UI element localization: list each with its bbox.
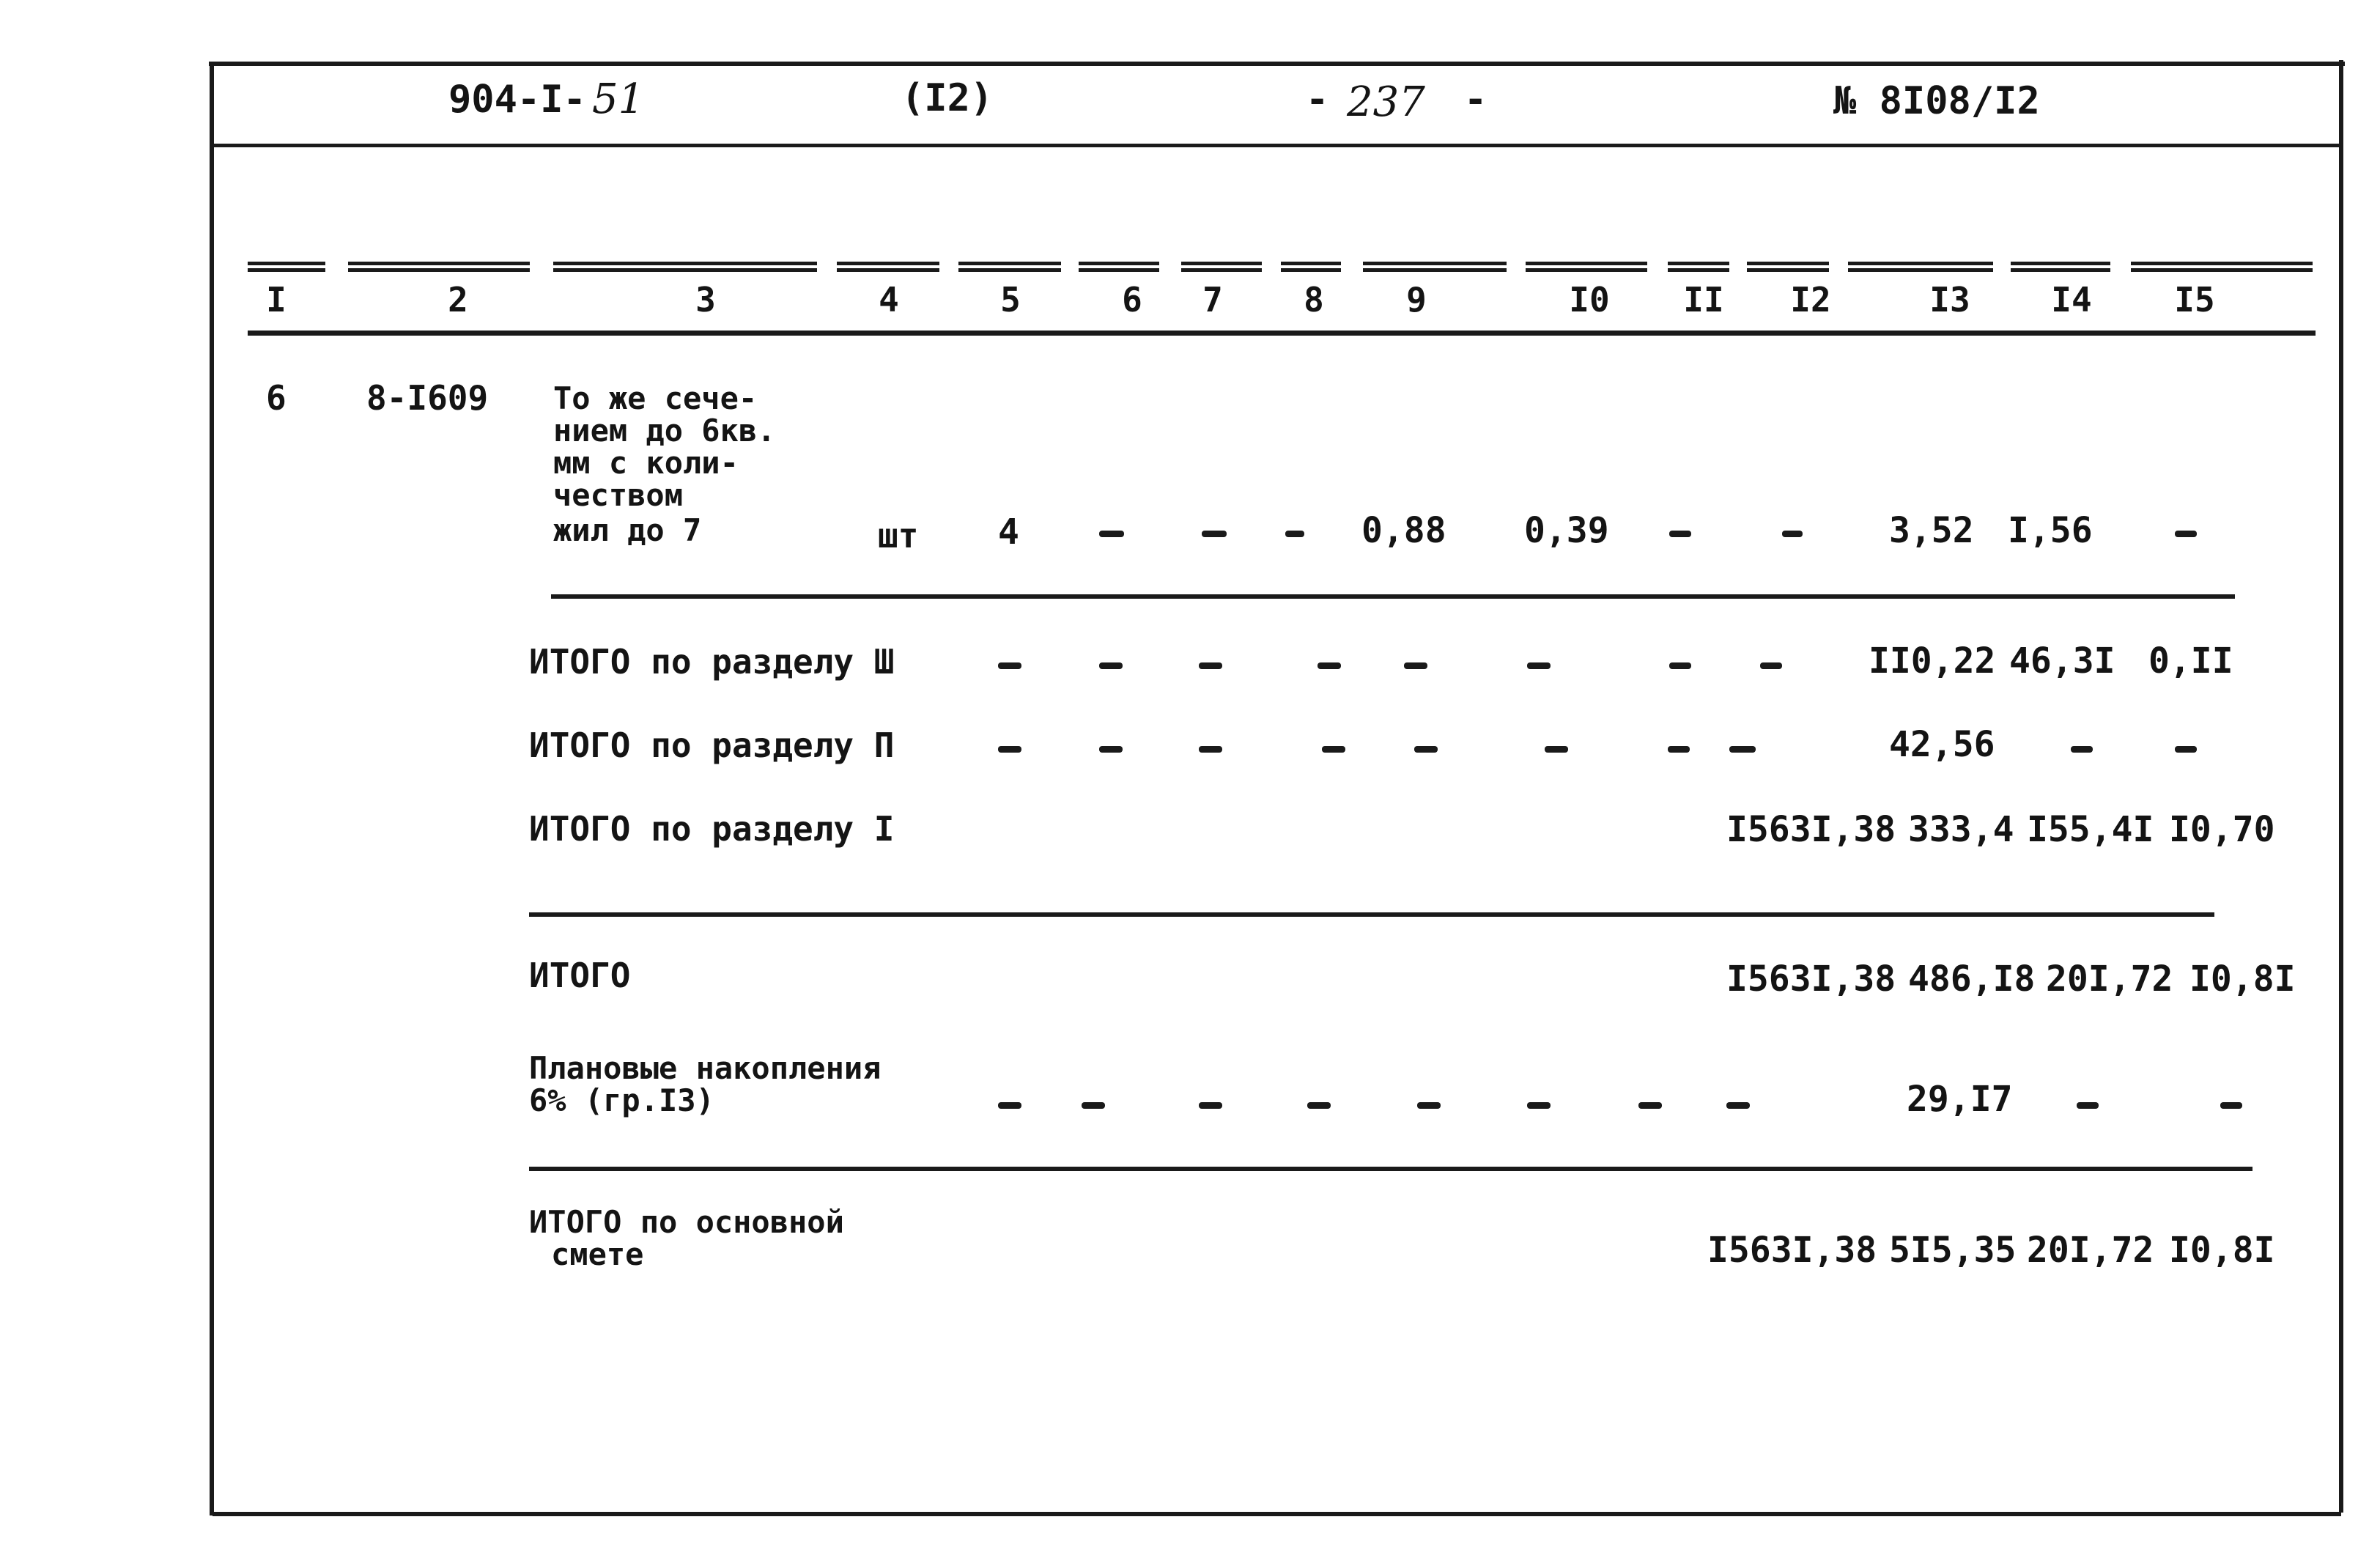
document-number: № 8I08/I2 xyxy=(1833,79,2040,123)
sec2-dash-12 xyxy=(1729,746,1756,753)
sec3-dash-10 xyxy=(1527,662,1551,669)
section-1-col14-value: I55,4I xyxy=(2027,809,2154,850)
col-rule-15 xyxy=(2131,262,2313,272)
row-6-code: 8-I609 xyxy=(366,378,489,418)
sec2-dash-14 xyxy=(2071,746,2093,753)
page-suffix: - xyxy=(1464,78,1488,122)
col-rule-14 xyxy=(2011,262,2110,272)
row-6-col7-dash xyxy=(1202,531,1227,537)
row-6-col6-dash xyxy=(1099,531,1124,537)
frame-top-border xyxy=(209,62,2345,66)
plan-dash-11 xyxy=(1638,1102,1662,1109)
column-header-underline xyxy=(248,331,2316,336)
row-6-desc-line-5: жил до 7 xyxy=(553,512,702,548)
row-6-desc-line-1: То же сече- xyxy=(553,380,758,416)
col-number-11: II xyxy=(1683,280,1724,320)
page-number: 237 xyxy=(1347,78,1425,126)
grand-total-col13-value: 486,I8 xyxy=(1908,959,2036,1000)
main-estimate-col13-value: 5I5,35 xyxy=(1889,1230,2017,1271)
col-rule-7 xyxy=(1181,262,1262,272)
main-estimate-total-label-line-1: ИТОГО по основной xyxy=(529,1204,844,1240)
plan-dash-8 xyxy=(1307,1102,1331,1109)
sec2-dash-7 xyxy=(1199,746,1222,753)
col-rule-11 xyxy=(1668,262,1729,272)
col-rule-13 xyxy=(1848,262,1993,272)
row-6-col15-dash xyxy=(2175,531,2197,537)
section-3-total-label: ИТОГО по разделу Ш xyxy=(529,642,895,682)
series-code: 904-I- xyxy=(448,78,586,122)
sec2-dash-15 xyxy=(2175,746,2197,753)
section-1-col12-value: I563I,38 xyxy=(1726,809,1896,850)
row-6-col12-dash xyxy=(1782,531,1803,537)
col-number-9: 9 xyxy=(1406,280,1427,320)
col-number-8: 8 xyxy=(1304,280,1324,320)
section-1-col13-value: 333,4 xyxy=(1908,809,2014,850)
col-number-6: 6 xyxy=(1122,280,1142,320)
row-6-col9-value: 0,88 xyxy=(1361,510,1446,551)
main-estimate-col15-value: I0,8I xyxy=(2169,1230,2275,1271)
row-6-col8-dash xyxy=(1285,531,1304,537)
main-estimate-col14-value: 20I,72 xyxy=(2027,1230,2154,1271)
col-rule-10 xyxy=(1526,262,1647,272)
col-number-12: I2 xyxy=(1790,280,1831,320)
sec3-dash-5 xyxy=(998,662,1021,669)
grand-total-col12-value: I563I,38 xyxy=(1726,959,1896,1000)
part-number: (I2) xyxy=(901,76,994,120)
grand-total-col14-value: 20I,72 xyxy=(2046,959,2173,1000)
col-number-3: 3 xyxy=(695,280,716,320)
col-rule-3 xyxy=(553,262,817,272)
plan-dash-12 xyxy=(1726,1102,1750,1109)
row-6-number: 6 xyxy=(266,378,287,418)
col-number-15: I5 xyxy=(2174,280,2215,320)
col-rule-9 xyxy=(1363,262,1507,272)
section-2-total-label: ИТОГО по разделу П xyxy=(529,726,895,765)
plan-dash-14 xyxy=(2077,1102,2099,1109)
row-6-col10-value: 0,39 xyxy=(1524,510,1609,551)
sec3-dash-9 xyxy=(1404,662,1427,669)
col-number-7: 7 xyxy=(1202,280,1223,320)
sec3-dash-12 xyxy=(1760,662,1782,669)
main-estimate-total-label-line-2: смете xyxy=(551,1236,644,1272)
main-estimate-col12-value: I563I,38 xyxy=(1707,1230,1877,1271)
row-6-separator xyxy=(551,594,2235,599)
col-rule-2 xyxy=(348,262,530,272)
planned-accumulation-label-line-1: Плановые накопления xyxy=(529,1050,882,1086)
sec2-dash-5 xyxy=(998,746,1021,753)
sec2-dash-8 xyxy=(1322,746,1345,753)
col-number-13: I3 xyxy=(1929,280,1970,320)
totals-separator xyxy=(529,912,2214,917)
col-rule-5 xyxy=(958,262,1061,272)
section-1-total-label: ИТОГО по разделу I xyxy=(529,809,895,849)
plan-dash-15 xyxy=(2220,1102,2242,1109)
plan-dash-9 xyxy=(1417,1102,1441,1109)
plan-dash-7 xyxy=(1199,1102,1222,1109)
frame-right-border xyxy=(2339,60,2343,1513)
frame-left-border xyxy=(210,63,214,1515)
col-number-4: 4 xyxy=(879,280,899,320)
planned-accumulation-col13-value: 29,I7 xyxy=(1907,1079,2013,1120)
row-6-desc-line-2: нием до 6кв. xyxy=(553,413,776,448)
row-6-col11-dash xyxy=(1669,531,1691,537)
row-6-col14-value: I,56 xyxy=(2008,510,2093,551)
sec2-dash-11 xyxy=(1668,746,1690,753)
plan-dash-6 xyxy=(1082,1102,1105,1109)
row-6-desc-line-4: чеством xyxy=(553,477,684,513)
section-3-col13-value: II0,22 xyxy=(1869,640,1996,682)
sec3-dash-11 xyxy=(1669,662,1691,669)
col-rule-6 xyxy=(1079,262,1159,272)
row-6-desc-line-3: мм с коли- xyxy=(553,445,739,481)
plan-dash-10 xyxy=(1527,1102,1551,1109)
row-6-qty: 4 xyxy=(998,512,1019,553)
section-3-col14-value: 46,3I xyxy=(2009,640,2115,682)
col-number-10: I0 xyxy=(1569,280,1610,320)
col-rule-8 xyxy=(1281,262,1341,272)
header-divider xyxy=(212,144,2341,147)
row-6-col13-value: 3,52 xyxy=(1889,510,1974,551)
col-number-14: I4 xyxy=(2051,280,2092,320)
section-1-col15-value: I0,70 xyxy=(2169,809,2275,850)
plan-dash-5 xyxy=(998,1102,1021,1109)
col-rule-4 xyxy=(837,262,939,272)
grand-total-label: ИТОГО xyxy=(529,956,631,995)
col-number-2: 2 xyxy=(448,280,468,320)
col-number-1: I xyxy=(266,280,287,320)
page-prefix: - xyxy=(1306,78,1329,122)
frame-bottom-border xyxy=(212,1512,2341,1516)
section-3-col15-value: 0,II xyxy=(2148,640,2233,682)
col-rule-12 xyxy=(1747,262,1829,272)
series-handwritten-number: 51 xyxy=(592,75,645,123)
sec2-dash-6 xyxy=(1099,746,1123,753)
main-estimate-separator xyxy=(529,1167,2252,1171)
row-6-unit: шт xyxy=(878,516,919,555)
col-rule-1 xyxy=(248,262,325,272)
sec2-dash-10 xyxy=(1545,746,1568,753)
sec3-dash-6 xyxy=(1099,662,1123,669)
col-number-5: 5 xyxy=(1000,280,1021,320)
section-2-col13-value: 42,56 xyxy=(1889,724,1995,765)
sec2-dash-9 xyxy=(1414,746,1438,753)
sec3-dash-8 xyxy=(1318,662,1341,669)
planned-accumulation-label-line-2: 6% (гр.I3) xyxy=(529,1082,714,1118)
sec3-dash-7 xyxy=(1199,662,1222,669)
grand-total-col15-value: I0,8I xyxy=(2189,959,2296,1000)
